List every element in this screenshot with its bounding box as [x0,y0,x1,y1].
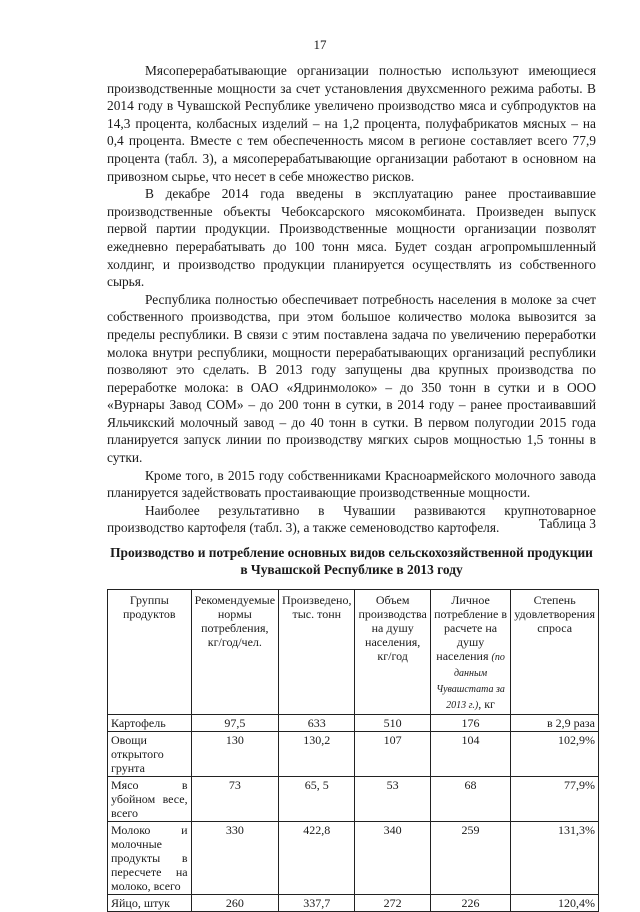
column-header: Произведено, тыс. тонн [279,590,355,715]
body-text [107,62,596,537]
paragraph: В декабре 2014 года введены в эксплуатацию ранее простаивавшие производственные объекты Чебоксарского мясокомбината. Произведен выпуск первой партии продукции. Производственные мощности организации позволят ежедневно перерабатывать до 100 тонн мяса. Будет создан агропромышленный холдинг, и производство продукции планируется осуществлять из собственного сырья. [107,186,596,290]
volume-cell: 510 [355,715,430,732]
norm-cell: 130 [191,732,278,777]
satisfaction-cell: 131,3% [511,822,599,895]
consumption-cell: 68 [430,777,510,822]
table-row [108,715,599,732]
satisfaction-cell: 102,9% [511,732,599,777]
satisfaction-cell: в 2,9 раза [511,715,599,732]
product-cell: Мясо в убойном весе, всего [108,777,192,822]
table-caption: Таблица 3 [538,516,596,531]
produced-cell: 422,8 [279,822,355,895]
consumption-cell: 259 [430,822,510,895]
column-header: Группы продуктов [108,590,192,715]
satisfaction-cell: 120,4% [511,895,599,912]
table-header-row [108,590,599,715]
table-row [108,777,599,822]
page-number: 17 [313,37,327,52]
product-cell: Овощи открытого грунта [108,732,192,777]
produced-cell: 130,2 [279,732,355,777]
table-row [108,732,599,777]
produced-cell: 337,7 [279,895,355,912]
volume-cell: 272 [355,895,430,912]
paragraph: Наиболее результативно в Чувашии развиваются крупнотоварное производство картофеля (табл. 3), а также семеноводство картофеля. [107,502,596,536]
table-title: Производство и потребление основных видов сельскохозяйственной продукции в Чувашской Республике в 2013 году [110,545,593,577]
norm-cell: 97,5 [191,715,278,732]
consumption-cell: 176 [430,715,510,732]
produced-cell: 633 [279,715,355,732]
consumption-cell: 226 [430,895,510,912]
product-cell: Картофель [108,715,192,732]
data-table [107,589,599,912]
volume-cell: 340 [355,822,430,895]
paragraph: Кроме того, в 2015 году собственниками Красноармейского молочного завода планируется задействовать простаивающие производственные мощности. [107,467,596,501]
produced-cell: 65, 5 [279,777,355,822]
column-header-text: Личное потребление в расчете на душу населения [434,593,508,663]
volume-cell: 53 [355,777,430,822]
column-header: Степень удовлетворения спроса [511,590,599,715]
consumption-cell: 104 [430,732,510,777]
product-cell: Яйцо, штук [108,895,192,912]
norm-cell: 73 [191,777,278,822]
column-header: Рекомендуемые нормы потребления, кг/год/чел. [191,590,278,715]
satisfaction-cell: 77,9% [511,777,599,822]
paragraph: Республика полностью обеспечивает потребность населения в молоке за счет собственного производства, при этом большое количество молока вывозится за пределы республики. В связи с этим поставлена задача по увеличению переработки молока внутри республики, мощности перерабатывающих организаций республики позволяют это сделать. В 2013 году запущены два крупных производства по переработке молока: в ОАО «Ядринмолоко» – до 350 тонн в сутки и в ООО «Вурнары Завод СОМ» – до 200 тонн в сутки, в 2014 году – ранее простаивавший Яльчикский молочный завод – до 40 тонн в сутки. В первом полугодии 2015 года планируется запуск линии по производству мягких сыров мощностью 1,5 тонны в сутки. [107,291,596,466]
norm-cell: 330 [191,822,278,895]
column-header-unit: , кг [478,697,495,711]
norm-cell: 260 [191,895,278,912]
volume-cell: 107 [355,732,430,777]
table-row [108,822,599,895]
paragraph: Мясоперерабатывающие организации полностью используют имеющиеся производственные мощности за счет установления двухсменного режима работы. В 2014 году в Чувашской Республике увеличено производство мяса и субпродуктов на 14,3 процента, колбасных изделий – на 1,2 процента, полуфабрикатов мясных – на 0,4 процента. Вместе с тем обеспеченность мясом в регионе составляет всего 77,9 процента (табл. 3), а мясоперерабатывающие организации работают в основном на привозном сырье, что несет в себе множество рисков. [107,63,596,184]
table-row [108,895,599,912]
column-header: Объем производства на душу населения, кг/год [355,590,430,715]
column-header-note: (по данным Чувашстата за 2013 г.) [436,652,505,711]
product-cell: Молоко и молочные продукты в пересчете на молоко, всего [108,822,192,895]
column-header [430,590,510,715]
